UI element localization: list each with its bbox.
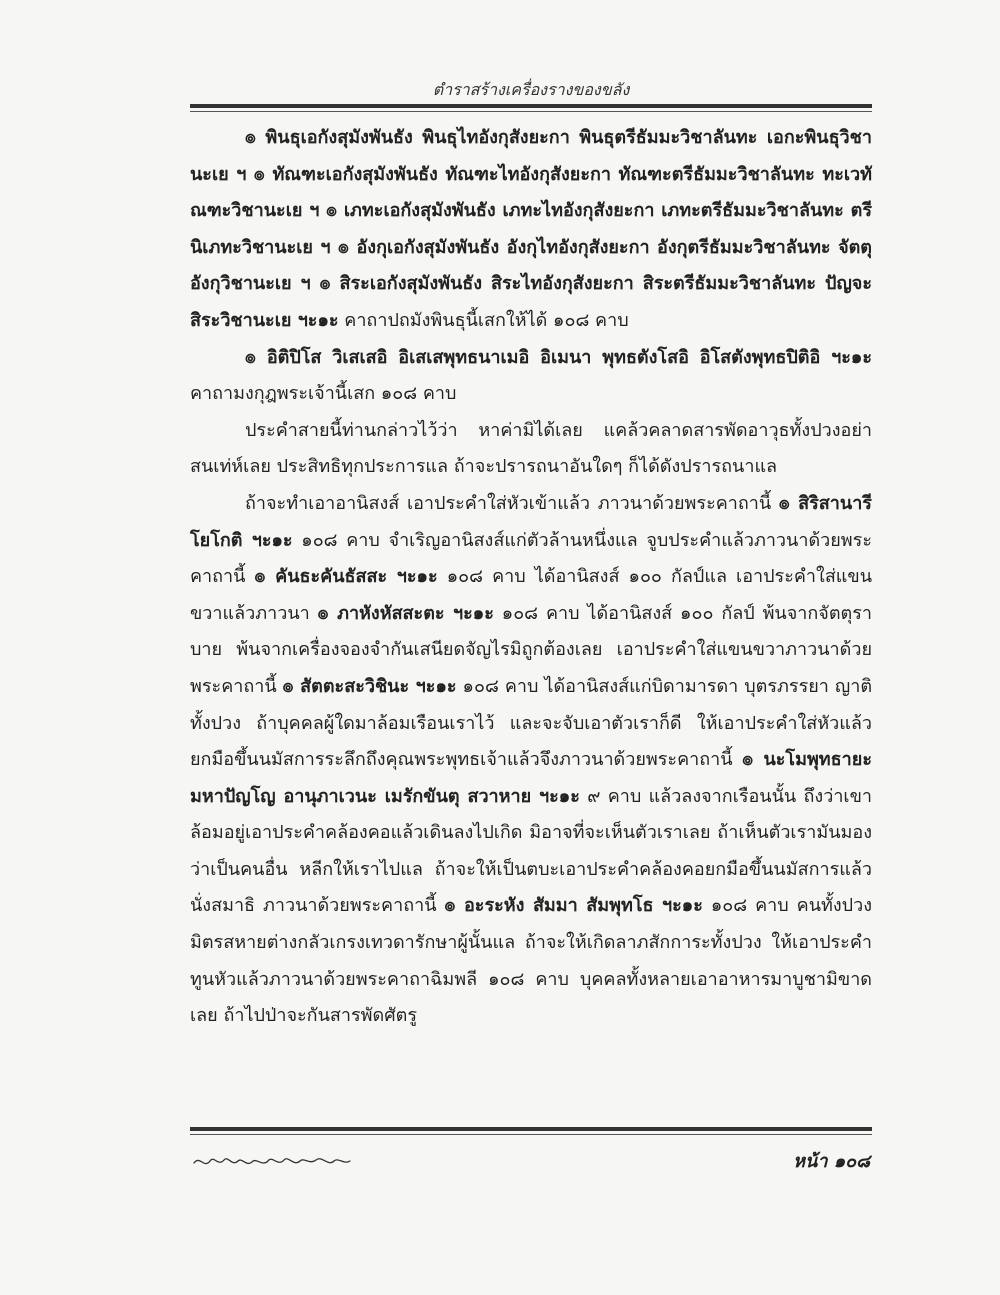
paragraph-anisong [190, 486, 872, 1035]
mantra-text: ๏ พินธุเอกังสุมังพันธัง พินธุไทอังกุสังยะกา พินธุตรีธัมมะวิชาลันทะ เอกะพินธุวิชานะเย ฯ ๏ ทัณฑะเอกังสุมังพันธัง ทัณฑะไทอังกุสังยะกา ทัณฑะตรีธัมมะวิชาลันทะ ทะเวทัณฑะวิชานะเย ฯ ๏ เภทะเอกังสุมังพันธัง เภทะไทอังกุสังยะกา เภทะตรีธัมมะวิชาลันทะ ตรีนิเภทะวิชานะเย ฯ ๏ อังกุเอกังสุมังพันธัง อังกุไทอังกุสังยะกา อังกุตรีธัมมะวิชาลันทะ จัตตุอังกุวิชานะเย ฯ ๏ สิระเอกังสุมังพันธัง สิระไทอังกุสังยะกา สิระตรีธัมมะวิชาลันทะ ปัญจะสิระวิชานะเย ฯะ๑ะ [190, 127, 872, 331]
paragraph-text: ๑๐๘ คาบ คนทั้งปวงมิตรสหายต่างกลัวเกรงเทวดารักษาผู้นั้นแล ถ้าจะให้เกิดลาภสักการะทั้งปวง ให้เอาประคำทูนหัวแล้วภาวนาด้วยพระคาถาฉิมพลี ๑๐๘ คาบ บุคคลทั้งหลายเอาอาหารมาบูชามิขาดเลย ถ้าไปป่าจะกันสารพัดศัตรู [190, 895, 872, 1027]
mantra-text: ๏ นะโมพุทธายะ มหาปัญโญ อานุภาเวนะ เมรักขันตุ สวาหาย ฯะ๑ะ [190, 749, 872, 807]
paragraph-text: ๑๐๘ คาบ จำเริญอานิสงส์แก่ตัวล้านหนึ่งแล จูบประคำแล้วภาวนาด้วยพระคาถานี้ [190, 529, 872, 588]
paragraph-text: ถ้าจะทำเอาอานิสงส์ เอาประคำใส่หัวเข้าแล้ว ภาวนาด้วยพระคาถานี้ [245, 492, 779, 514]
footer-rule-thin [190, 1134, 872, 1135]
page-number: หน้า ๑๐๘ [793, 1151, 870, 1172]
footer-rule [190, 1127, 872, 1131]
paragraph-text: ๑๐๘ คาบ ได้อานิสงส์ ๑๐๐ กัลป์แล เอาประคำใส่แขนขวาแล้วภาวนา [190, 566, 873, 624]
paragraph-text: คาถามงกุฎพระเจ้านี้เสก ๑๐๘ คาบ [190, 383, 457, 405]
paragraph-text: ๑๐๘ คาบ ได้อานิสงส์แก่บิดามารดา บุตรภรรยา ญาติทั้งปวง ถ้าบุคคลผู้ใดมาล้อมเรือนเราไว้ และจะจับเอาตัวเราก็ดี ให้เอาประคำใส่หัวแล้วยกมือขึ้นนมัสการระลึกถึงคุณพระพุทธเจ้าแล้วจึงภาวนาด้วยพระคาถานี้ [190, 675, 873, 771]
paragraph-itipiso [190, 340, 872, 413]
header-title: ตำราสร้างเครื่องรางของขลัง [432, 80, 630, 99]
header-rule-thin [190, 111, 872, 112]
paragraph-text: ประคำสายนี้ท่านกล่าวไว้ว่า หาค่ามิได้เลย แคล้วคลาดสารพัดอาวุธทั้งปวงอย่าสนเท่ห์เลย ประสิทธิทุกประการแล ถ้าจะปรารถนาอันใดๆ ก็ได้ดังปรารถนาแล [190, 419, 872, 478]
paragraph-text: ๙ คาบ แล้วลงจากเรือนนั้น ถึงว่าเขาล้อมอยู่เอาประคำคล้องคอแล้วเดินลงไปเกิด มิอาจที่จะเห็นตัวเราเลย ถ้าเห็นตัวเรามันมองว่าเป็นคนอื่น หลีกให้เราไปแล ถ้าจะให้เป็นตบะเอาประคำคล้องคอยกมือขึ้นนมัสการแล้วนั่งสมาธิ ภาวนาด้วยพระคาถานี้ [190, 785, 872, 917]
mantra-text: ๏ คันธะคันธัสสะ ฯะ๑ะ [254, 566, 438, 588]
paragraph-text: คาถาปถมังพินธุนี้เสกให้ได้ ๑๐๘ คาบ [338, 309, 629, 331]
body-text [190, 120, 872, 1035]
header-rule [190, 104, 872, 108]
page-header [190, 70, 872, 110]
paragraph-prakham [190, 413, 872, 486]
mantra-text: ๏ อิติปิโส วิเสเสอิ อิเสเสพุทธนาเมอิ อิเมนา พุทธตังโสอิ อิโสตังพุทธปิติอิ ฯะ๑ะ [245, 346, 872, 368]
paragraph-pinthu [190, 120, 872, 340]
mantra-text: ๏ สิริสานารีโยโกติ ฯะ๑ะ [190, 492, 872, 551]
mantra-text: ๏ ภาหังหัสสะตะ ฯะ๑ะ [317, 602, 494, 624]
mantra-text: ๏ อะระหัง สัมมา สัมพุทโธ ฯะ๑ะ [444, 895, 703, 917]
paragraph-text: ๑๐๘ คาบ ได้อานิสงส์ ๑๐๐ กัลป์ พ้นจากจัตตุราบาย พ้นจากเครื่องจองจำกันเสนียดจัญไรมิถูกต้องเลย เอาประคำใส่แขนขวาภาวนาด้วยพระคาถานี้ [190, 602, 872, 697]
signature-scribble [192, 1145, 372, 1175]
mantra-text: ๏ สัตตะสะวิชินะ ฯะ๑ะ [282, 675, 457, 697]
